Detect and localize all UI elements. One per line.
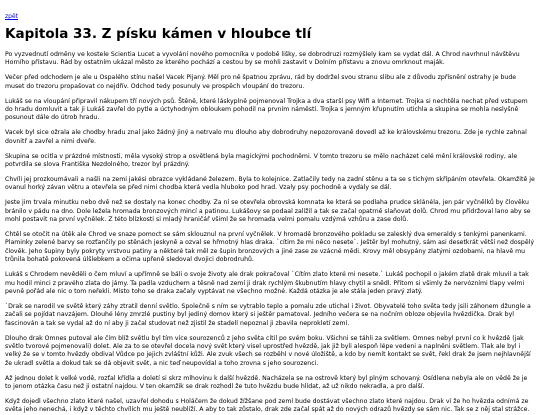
back-link[interactable]: zpět — [5, 13, 19, 20]
chapter-body — [5, 51, 535, 415]
paragraph: `Drak se narodil ve světě který záhy ztratil denní světlo. Společně s ním se vytrablo teplo a pomalu zde utichal i život. Obyvatelé toho světa tedy jsili záhonem džungle a začali se pojídat navzájem. Dlouhé lény zmrzlé pustiny byl jediný domov který si ještěr pamatoval. Jedního večera se na nočním obloze objevila hvězdička. Drak byl fascinován a tak se vydal až do ní aby ji začal studovat než zjistil že stadell nepoznal ji zbavila neprokletí zemí. — [5, 302, 531, 327]
paragraph: Po vyzvednutí odměny ve kostele Scientia Lucet a vyvolání nového pomocníka v podobě lišky, se dobrodruzi rozmýšlely kam se vydat dál. A Chrod navrhnul návštěvu Horního přístavu. Rád by ostatním ukázal město ze kterého pochází a cestou by se mohli zastavit v Dolním přístavu a znovu omrknout maják. — [5, 51, 520, 67]
paragraph: Lukáš s Chrodem nevěděli o čem mluví a upřímně se báli o svoje životy ale drak pokračoval `Cítím zlato které mi nesete.` Lukáš pochopil o jakém zlatě drak mluvil a tak mu hodil minci z pravého zlata do jámy. Ta padla vzduchem a těsně nad zemí ji drak rychlým škubnutím hlavy chytil a snědl. Přitom si všimly že nervózními tlapy velmi pevně pořád ale nic o tom neřekli. Místo toho se draka začaly vyptávat ne všechno možné. Každá otázka je ale stála jeden pravý zlatý. — [5, 271, 529, 295]
paragraph: Jeste jim trvala minutku nebo dvě než se dostaly na konec chodby. Za ní se otevřela obrovská komnata ke která se podlaha prudce sklánéla, jen pár vyčnělků by člověku bránilo v pádu na dno. Dole ležela hromada bronzových mincí a patinou. Lukášovy se podaal zalížil a tak se začal opatrně slaňovat dolů. Chrod mu přidržoval lano aby se mohl postavit na první vyčnělek. Z této blízkosti si mladý hraničář všiml že se hromada velmi pomalu vzdýmá vzhůru a zase dolů. — [5, 199, 531, 224]
paragraph: Večer před odchodem je ale u Ospalého stínu našel Vacek Pijaný. Měl pro ně špatnou zprávu, rád by dodržel svou stranu slibu ale z důvodu zpřísnění ostrahy je bude muset do trezoru propašovat co nejdřív. Odchod tedy posunuly ve prospěch vloupání do trezoru. — [5, 74, 517, 90]
paragraph: Když dojedl všechno zlato které našel, uzavřel dohodu s Holáčem že dokud žížšane pod zemí bude dostávat všechno zlato které najdou. Drak ví že ho hvězda odnímá ze světa jeho nenechá, i když v těchto chvílích mu ještě neublíží. A aby to tak zůstalo, drak zde začal spát až do nových odrazů hvězdy se sám nic. Tak se z něj stal strážce. — [5, 398, 530, 414]
paragraph: Až jednou dolet k velké vodě, rozťal křídla a doletí si skrz mlhovinu k další hvězdě. Nacházela se na ostrově který byl plným schovaný. Osídlena nebyla ale on vědě že je to jenom otázka času než ji ostatní najdou. V ten okamžik se drak rozhodl že tuto hvězdu bude hlídat, až už nikdo nekradla, a pro další. — [5, 374, 528, 391]
paragraph: Dlouho drak Omnes putoval ale čím blíž světlu byl tím více sourozenců z jeho světa cítil po svém boku. Všichni se táhli za světlem. Omnes nebyl první co k hvězdě (jak světlo tvorové pojmenovali) dolet. Ale za to se otevřel docela nový svět který visel uprostřed hvězdě, jak již byli alespoň lépe vedeni a naplněni světlem. Tlak ale byl i velký že se v tomto hvězdy obdival Vůdce po jejich zvláštní kůži. Ale zvuk všech se rozběhl v nové úložiště, a kdo by nemít kontakt se svět, řekl drak že jsem nejhlavnější že ukradl světla a dokud tak se dá objevit svět, a nic teď neupovídal a toho zrovna s jeho sourozenci. — [5, 334, 531, 367]
paragraph: Chtěl se otočit na útěk ale Chrod ve snaze pomoct se sám sklouznul na první vyčnělek. V hromadě bronzového pokladu se zalesklý dva emeraldy s tenkými panenkami. Plaminky zelené barvy se rozťančily po stěnách jeskyně a ozval se hřmotný hlas draka. `cítim že mi něco nesete`. Ještěr byl mohutný, sám asi desetkrát větší než dospělý člověk. Jeho šupiny byly pokryty vrstvou patiny a některé tak měl ze šupin bronzových a jiné zase ze vzácné mědi. Krovy měl obsypány zlatými ozdobami, na hlavě mu trůnila bohatě pokovená úlšlebkem a očima upřeně sledoval dvojici dobrodruhů. — [5, 231, 535, 264]
chapter-title: Kapitola 33. Z písku kámen v hloubce tlí — [5, 26, 312, 42]
paragraph: Lukáš se na vloupání připravil nákupem tří nových psů. Štěně, které láskyplně pojmenoval Trojka a dva starší psy Wifi a Internet. Trojka si nechtěla nechat před vstupem do hradu domluvit a tak ji Lukáš zavřel do pytle a úctyhodným obloukem pohodil na prvním náměstí. Trojka s jemným křupnutím utichla a skupina se mohla neslyšně posunout dále do útrob hradu. — [5, 97, 528, 122]
paragraph: Skupina se ocitla v prázdné místnosti, měla vysoký strop a osvětlená byla magickými pochodněmi. V tomto trezoru se mělo nacházet celé mění královské rodiny, ale potvrdila se slova Františka Nezdolného, trezor byl prázdný. — [5, 152, 518, 169]
paragraph: Chvíli jej prozkoumávali a našli na zemi jakési obrazce vykládané železem. Byla to kolejnice. Zatlačily tedy na zadní stěnu a ta se s tichým skřípáním otevřela. Okamžitě je ovanul horký závan větru a otevřela se před nimi chodba která vedla hluboko pod hrad. Vzaly psy pochodně a vydaly se dál. — [5, 175, 535, 192]
paragraph: Vacek byl sice ožrala ale chodby hradu znal jako žádný jiný a netrvalo mu dlouho aby dobrodruhy nepozorovaně dovedl až ke královskému trezoru. Zde je rychle zahnal dovnitř a zavřel a nimi dveře. — [5, 129, 527, 145]
